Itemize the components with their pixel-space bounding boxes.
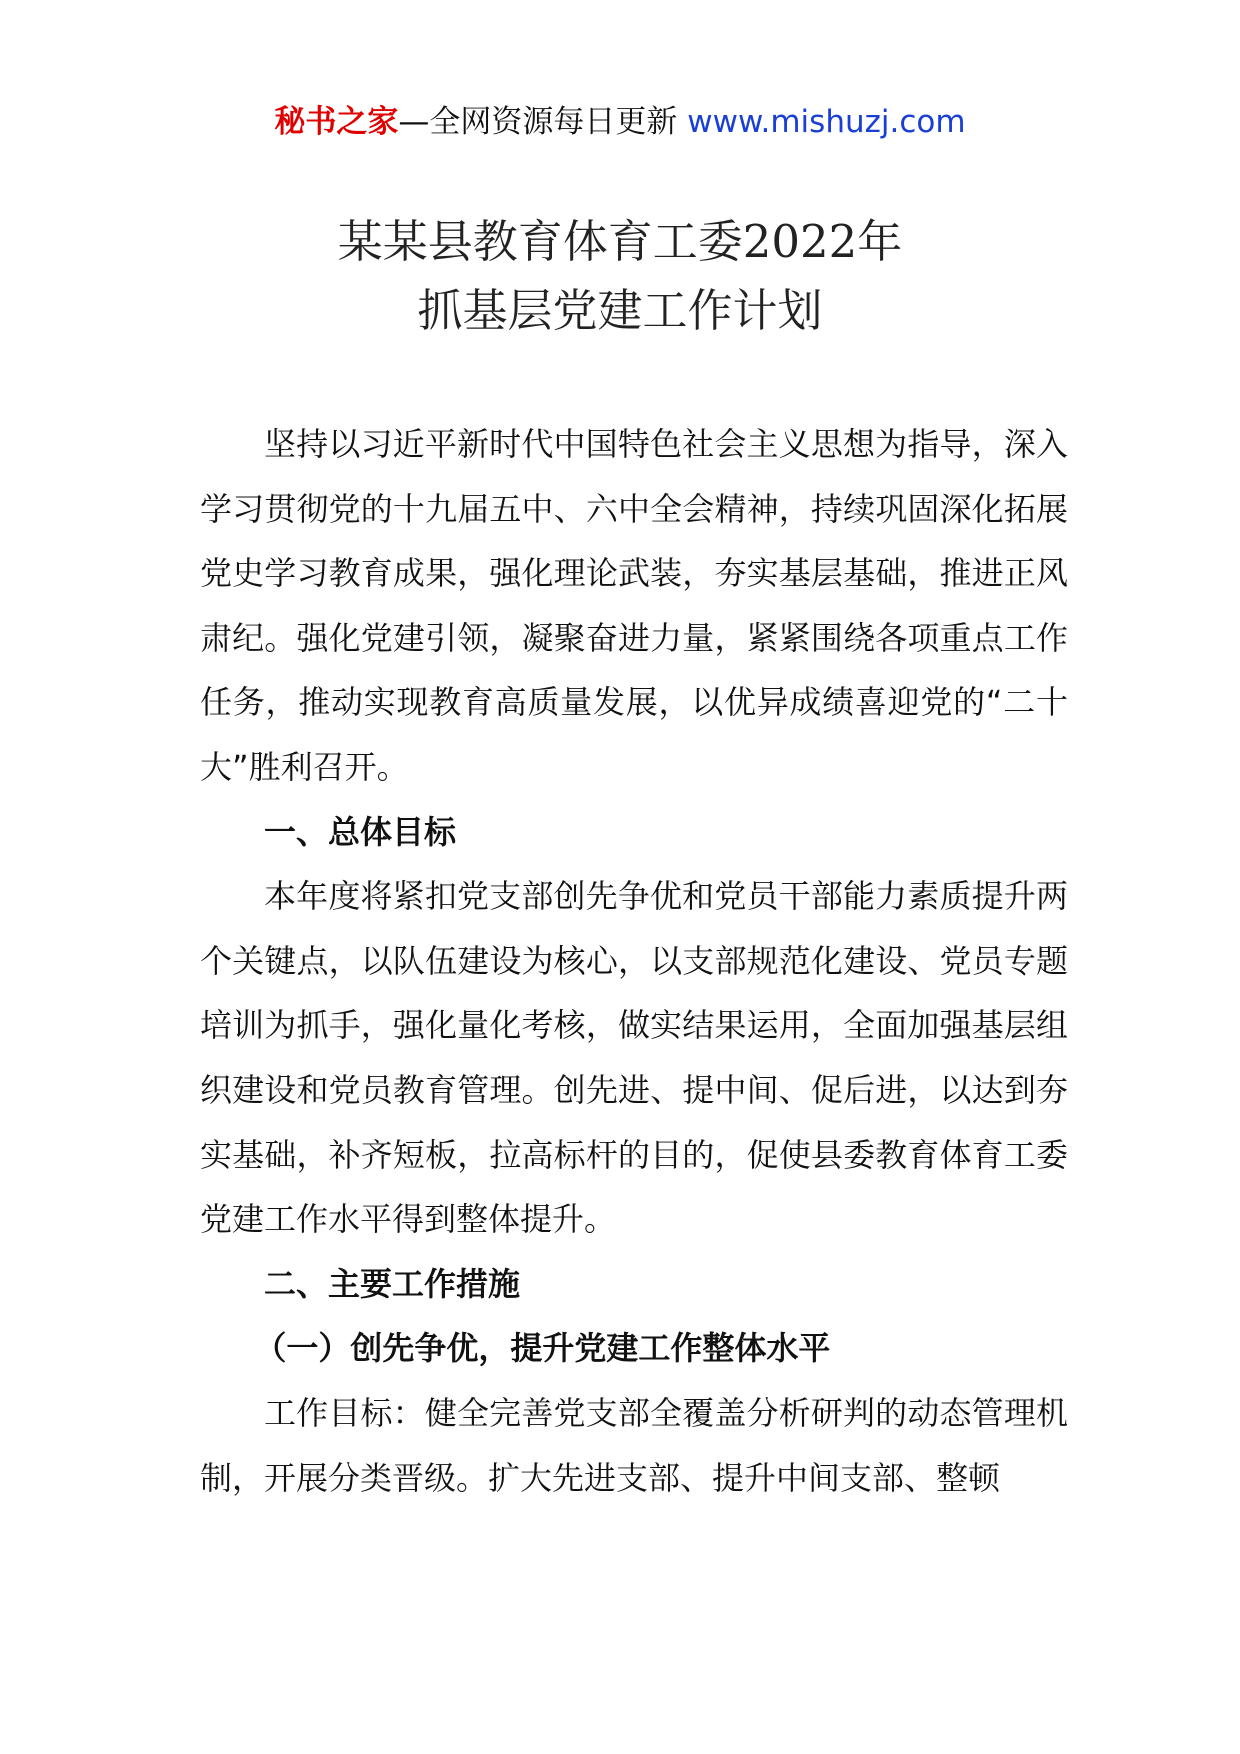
site-url-link[interactable]: www.mishuzj.com	[687, 104, 966, 140]
subsection-heading-excellence: （一）创先争优，提升党建工作整体水平	[254, 1329, 831, 1368]
document-title-line-2: 抓基层党建工作计划	[417, 284, 823, 337]
site-header	[0, 102, 1240, 142]
section-heading-overall-goal: 一、总体目标	[264, 812, 457, 851]
document-body	[200, 412, 1068, 1510]
site-brand: 秘书之家	[274, 104, 399, 140]
work-goal-paragraph: 工作目标：健全完善党支部全覆盖分析研判的动态管理机制，开展分类晋级。扩大先进支部、提升中间支部、整顿	[200, 1393, 1068, 1497]
document-title-line-1: 某某县教育体育工委2022年	[337, 215, 903, 268]
intro-paragraph: 坚持以习近平新时代中国特色社会主义思想为指导，深入学习贯彻党的十九届五中、六中全会精神，持续巩固深化拓展党史学习教育成果，强化理论武装，夯实基层基础，推进正风肃纪。强化党建引领，凝聚奋进力量，紧紧围绕各项重点工作任务，推动实现教育高质量发展，以优异成绩喜迎党的“二十大”胜利召开。	[200, 425, 1068, 786]
site-tagline: —全网资源每日更新	[398, 104, 688, 140]
overall-goal-paragraph: 本年度将紧扣党支部创先争优和党员干部能力素质提升两个关键点，以队伍建设为核心，以支部规范化建设、党员专题培训为抓手，强化量化考核，做实结果运用，全面加强基层组织建设和党员教育管理。创先进、提中间、促后进，以达到夯实基础，补齐短板，拉高标杆的目的，促使县委教育体育工委党建工作水平得到整体提升。	[200, 877, 1068, 1239]
section-heading-main-measures: 二、主要工作措施	[264, 1264, 521, 1303]
